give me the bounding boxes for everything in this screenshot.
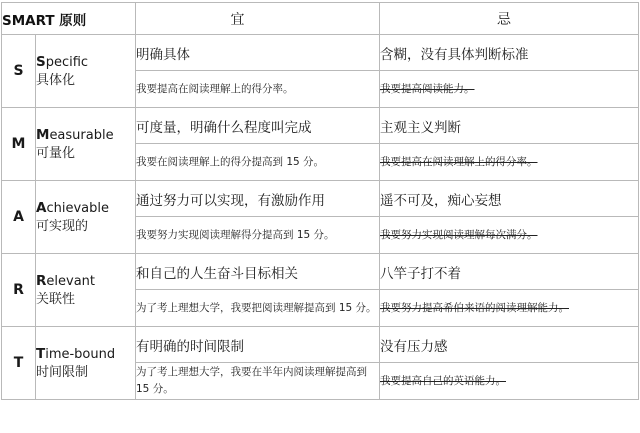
suitable-example-m: 我要在阅读理解上的得分提高到 15 分。: [136, 144, 380, 181]
avoid-principle-r: 八竿子打不着: [380, 254, 639, 290]
term-cn: 可量化: [36, 145, 76, 161]
smart-principles-table: [1, 2, 639, 400]
term-cell-m: Measurable 可量化: [36, 108, 136, 181]
letter-cell-a: A: [2, 181, 36, 254]
avoid-example-t: 我要提高自己的英语能力。: [380, 363, 639, 400]
letter-cell-r: R: [2, 254, 36, 327]
suitable-example-s: 我要提高在阅读理解上的得分率。: [136, 71, 380, 108]
avoid-example-m: 我要提高在阅读理解上的得分率。: [380, 144, 639, 181]
suitable-example-a: 我要努力实现阅读理解得分提高到 15 分。: [136, 217, 380, 254]
avoid-example-s: 我要提高阅读能力。: [380, 71, 639, 108]
term-cell-r: Relevant 关联性: [36, 254, 136, 327]
term-cn: 关联性: [36, 291, 76, 307]
letter-cell-t: T: [2, 327, 36, 400]
avoid-principle-s: 含糊，没有具体判断标准: [380, 35, 639, 71]
term-cell-s: Specific 具体化: [36, 35, 136, 108]
term-cell-t: Time-bound 时间限制: [36, 327, 136, 400]
table-row-m-principle: [2, 108, 639, 144]
avoid-example-r: 我要努力提高希伯来语的阅读理解能力。: [380, 290, 639, 327]
avoid-example-a: 我要努力实现阅读理解每次满分。: [380, 217, 639, 254]
suitable-principle-s: 明确具体: [136, 35, 380, 71]
suitable-principle-a: 通过努力可以实现，有激励作用: [136, 181, 380, 217]
avoid-principle-a: 遥不可及，痴心妄想: [380, 181, 639, 217]
term-cell-a: Achievable 可实现的: [36, 181, 136, 254]
header-avoid: 忌: [380, 3, 639, 35]
term-cn: 可实现的: [36, 218, 89, 234]
term-cn: 时间限制: [36, 364, 89, 380]
suitable-example-t: 为了考上理想大学，我要在半年内阅读理解提高到 15 分。: [136, 363, 380, 400]
avoid-principle-t: 没有压力感: [380, 327, 639, 363]
header-suitable: 宜: [136, 3, 380, 35]
table-row-s-principle: [2, 35, 639, 71]
table-row-a-principle: [2, 181, 639, 217]
table-row-t-principle: [2, 327, 639, 363]
table-row-r-principle: [2, 254, 639, 290]
header-title: SMART 原则: [2, 3, 136, 35]
avoid-principle-m: 主观主义判断: [380, 108, 639, 144]
suitable-principle-m: 可度量，明确什么程度叫完成: [136, 108, 380, 144]
suitable-example-r: 为了考上理想大学，我要把阅读理解提高到 15 分。: [136, 290, 380, 327]
letter-cell-m: M: [2, 108, 36, 181]
suitable-principle-r: 和自己的人生奋斗目标相关: [136, 254, 380, 290]
suitable-principle-t: 有明确的时间限制: [136, 327, 380, 363]
term-cn: 具体化: [36, 72, 76, 88]
letter-cell-s: S: [2, 35, 36, 108]
header-row: [2, 3, 639, 35]
